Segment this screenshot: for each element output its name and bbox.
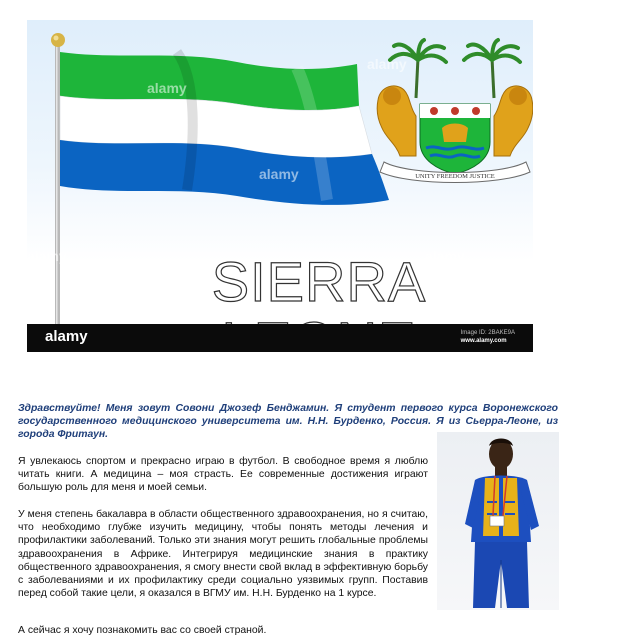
stock-logo: alamy xyxy=(45,328,88,345)
coat-of-arms-motto: UNITY FREEDOM JUSTICE xyxy=(415,173,495,180)
intro-paragraph: Здравствуйте! Меня зовут Совони Джозеф Бенджамин. Я студент первого курса Воронежского государственного медицинского университета им. Н.Н. Бурденко, Россия. Я из Сьерра-Леоне, из города Фритаун. xyxy=(18,403,558,440)
paragraph-hobbies: Я увлекаюсь спортом и прекрасно играю в футбол. В свободное время я люблю читать книги. А медицина – моя страсть. Ее современные достижения играют большую роль для меня и моей семьи. xyxy=(18,456,428,494)
stock-footer-bar xyxy=(27,324,533,352)
sierra-leone-banner-image xyxy=(27,20,533,352)
watermark: alamy xyxy=(259,166,299,182)
paragraph-education: У меня степень бакалавра в области общественного здравоохранения, но я считаю, что необходимо глубже изучить медицину, чтобы понять методы лечения и профилактики заболеваний. Только эти знания могут решить глобальные проблемы здравоохранения в Африке. Интегрируя медицинские знания в практику общественного здравоохранения, я смогу внести свой вклад в эффективную борьбу с заболеваниями и их профилактику среди социально уязвимых групп. Поставив перед собой такие цели, я оказался в ВГМУ им. Н.Н. Бурденко на 1 курсе. xyxy=(18,509,428,600)
watermark: alamy xyxy=(147,80,187,96)
image-id: Image ID: 2BAKE9A xyxy=(460,330,515,336)
watermark: alamy xyxy=(425,248,465,264)
stock-image-info xyxy=(461,329,515,345)
watermark: alamy xyxy=(367,56,407,72)
country-title: SIERRA xyxy=(211,250,427,313)
student-photo xyxy=(437,432,559,610)
flagpole-finial xyxy=(51,33,65,47)
watermark: alamy xyxy=(27,248,67,264)
paragraph-country-intro: А сейчас я хочу познакомить вас со своей страной. xyxy=(18,625,267,636)
stock-site-url: www.alamy.com xyxy=(460,338,507,344)
